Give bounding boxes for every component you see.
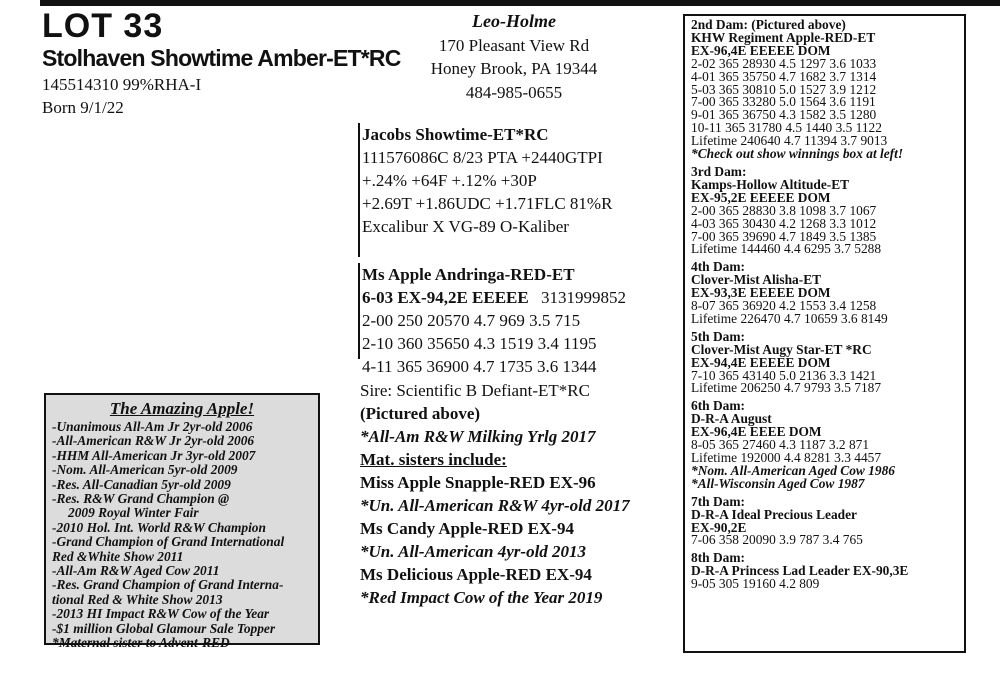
amazing-apple-box — [44, 393, 320, 651]
dam-award: *All-Am R&W Milking Yrlg 2017 — [360, 427, 596, 446]
dam-name: D-R-A August — [691, 411, 772, 427]
dam-record: 9-01 365 36750 4.3 1582 3.5 1280 — [691, 107, 877, 123]
dam-note: *All-Wisconsin Aged Cow 1987 — [691, 475, 865, 491]
dam-record: 5-03 365 30810 5.0 1527 3.9 1212 — [691, 81, 877, 97]
sire-line-2: +.24% +64F +.12% +30P — [362, 171, 537, 190]
mat-sister-award: *Un. All-American R&W 4yr-old 2017 — [360, 496, 630, 515]
dam-record: 2-10 360 35650 4.3 1519 3.4 1195 — [362, 334, 597, 353]
dam-heading: 3rd Dam: — [691, 163, 747, 179]
dam-lifetime: Lifetime 206250 4.7 9793 3.5 7187 — [691, 380, 882, 396]
dam-class: EX-95,2E EEEEE DOM — [691, 189, 831, 205]
dam-record: 7-00 365 39690 4.7 1849 3.5 1385 — [691, 228, 877, 244]
dam-pictured: (Pictured above) — [360, 404, 481, 423]
mat-sister-name: Ms Candy Apple-RED EX-94 — [360, 519, 574, 538]
amazing-item: *Maternal sister to Advent-RED — [52, 635, 230, 651]
dam-record: 2-00 365 28830 3.8 1098 3.7 1067 — [691, 202, 877, 218]
lot-number: LOT 33 — [42, 7, 164, 45]
top-rule — [40, 0, 1000, 6]
dam-class: EX-96,4E EEEEE DOM — [691, 42, 831, 58]
dam-lifetime: Lifetime 192000 4.4 8281 3.3 4457 — [691, 450, 882, 465]
consignor-block — [405, 10, 623, 104]
animal-name: Stolhaven Showtime Amber-ET*RC — [42, 45, 401, 71]
amazing-item: -Res. All-Canadian 5yr-old 2009 — [52, 476, 231, 492]
dam-reg: 3131999852 — [540, 288, 626, 307]
amazing-item: -$1 million Global Glamour Sale Topper — [52, 620, 276, 636]
sire-line-3: +2.69T +1.86UDC +1.71FLC 81%R — [362, 194, 613, 213]
dam-record: 4-11 365 36900 4.7 1735 3.6 1344 — [362, 357, 597, 376]
registration-line: 145514310 99%RHA-I — [42, 75, 202, 94]
mat-sisters-title: Mat. sisters include: — [360, 450, 507, 469]
dam-name: Clover-Mist Augy Star-ET *RC — [691, 341, 872, 357]
dam-note: *Check out show winnings box at left! — [691, 146, 904, 162]
mat-sister-name: Ms Delicious Apple-RED EX-94 — [360, 565, 592, 584]
dam-note: *Nom. All-American Aged Cow 1986 — [691, 462, 895, 478]
dam-record: 10-11 365 31780 4.5 1440 3.5 1122 — [691, 120, 882, 136]
dam-record: 4-01 365 35750 4.7 1682 3.7 1314 — [691, 68, 877, 84]
amazing-item: -2010 Hol. Int. World R&W Champion — [52, 519, 266, 535]
dam-name: D-R-A Princess Lad Leader EX-90,3E — [691, 563, 909, 579]
mat-sister-name: Miss Apple Snapple-RED EX-96 — [360, 473, 596, 492]
consignor-address-1: 170 Pleasant View Rd — [438, 35, 590, 55]
dam-class: EX-94,4E EEEEE DOM — [691, 354, 831, 370]
dam-record: 2-02 365 28930 4.5 1297 3.6 1033 — [691, 55, 877, 71]
amazing-item: -All-American R&W Jr 2yr-old 2006 — [52, 433, 255, 449]
dam-heading: 4th Dam: — [691, 259, 745, 275]
dam-record: 8-07 365 36920 4.2 1553 3.4 1258 — [691, 298, 877, 314]
amazing-item: -Res. Grand Champion of Grand Interna- — [52, 577, 284, 593]
sire-line-1: 111576086C 8/23 PTA +2440GTPI — [362, 148, 603, 167]
consignor-name: Leo-Holme — [472, 11, 556, 31]
consignor-phone: 484-985-0655 — [465, 82, 563, 102]
dam-lifetime: Lifetime 144460 4.4 6295 3.7 5288 — [691, 241, 882, 257]
dam-class: EX-96,4E EEEE DOM — [691, 424, 822, 440]
dam-record: 9-05 305 19160 4.2 809 — [691, 576, 820, 592]
dam-details — [358, 379, 678, 609]
amazing-item: -Grand Champion of Grand International — [52, 534, 285, 550]
amazing-item: -Unanimous All-Am Jr 2yr-old 2006 — [52, 419, 253, 434]
dam-name: KHW Regiment Apple-RED-ET — [691, 29, 876, 45]
birth-date: Born 9/1/22 — [42, 98, 124, 117]
amazing-title: The Amazing Apple! — [109, 399, 255, 418]
dam-heading: 8th Dam: — [691, 550, 745, 566]
dam-record: 4-03 365 30430 4.2 1268 3.3 1012 — [691, 215, 877, 231]
amazing-item: -Nom. All-American 5yr-old 2009 — [52, 462, 238, 478]
amazing-item: -All-Am R&W Aged Cow 2011 — [52, 563, 220, 579]
sire-name: Jacobs Showtime-ET*RC — [362, 125, 549, 144]
amazing-item: Red &White Show 2011 — [52, 548, 184, 564]
amazing-item: tional Red & White Show 2013 — [52, 591, 223, 607]
sire-block — [358, 123, 670, 257]
dam-class: EX-93,3E EEEEE DOM — [691, 285, 831, 301]
amazing-item: 2009 Royal Winter Fair — [68, 505, 199, 521]
amazing-item: -HHM All-American Jr 3yr-old 2007 — [52, 447, 256, 463]
dam-class-line — [360, 286, 680, 309]
dam-sire: Sire: Scientific B Defiant-ET*RC — [360, 381, 590, 400]
dam-class: EX-90,2E — [691, 519, 747, 535]
dam-class: 6-03 EX-94,2E EEEEE — [362, 288, 529, 307]
dam-lifetime: Lifetime 240640 4.7 11394 3.7 9013 — [691, 133, 888, 149]
dam-record: 8-05 365 27460 4.3 1187 3.2 871 — [691, 437, 870, 453]
dam-heading: 2nd Dam: (Pictured above) — [691, 17, 846, 32]
dam-record: 7-10 365 43140 5.0 2136 3.3 1421 — [691, 367, 877, 383]
mat-sister-award: *Un. All-American 4yr-old 2013 — [360, 542, 587, 561]
dam-heading: 6th Dam: — [691, 398, 745, 414]
amazing-item: -2013 HI Impact R&W Cow of the Year — [52, 606, 270, 622]
dam-name: Ms Apple Andringa-RED-ET — [362, 265, 575, 284]
dam-record: 7-00 365 33280 5.0 1564 3.6 1191 — [691, 94, 876, 110]
dam-heading: 7th Dam: — [691, 493, 745, 509]
consignor-address-2: Honey Brook, PA 19344 — [430, 59, 598, 78]
dam-name: D-R-A Ideal Precious Leader — [691, 506, 857, 522]
mat-sister-award: *Red Impact Cow of the Year 2019 — [360, 588, 603, 607]
dam-record: 7-06 358 20090 3.9 787 3.4 765 — [691, 532, 863, 548]
dam-name: Kamps-Hollow Altitude-ET — [691, 176, 850, 192]
dam-name: Clover-Mist Alisha-ET — [691, 272, 822, 288]
amazing-item: -Res. R&W Grand Champion @ — [52, 491, 230, 507]
dam-heading: 5th Dam: — [691, 328, 745, 344]
dam-record: 2-00 250 20570 4.7 969 3.5 715 — [362, 311, 581, 330]
maternal-line-box — [683, 14, 966, 653]
dam-lifetime: Lifetime 226470 4.7 10659 3.6 8149 — [691, 310, 888, 326]
dam-block — [358, 263, 680, 376]
sire-line-4: Excalibur X VG-89 O-Kaliber — [362, 217, 569, 236]
